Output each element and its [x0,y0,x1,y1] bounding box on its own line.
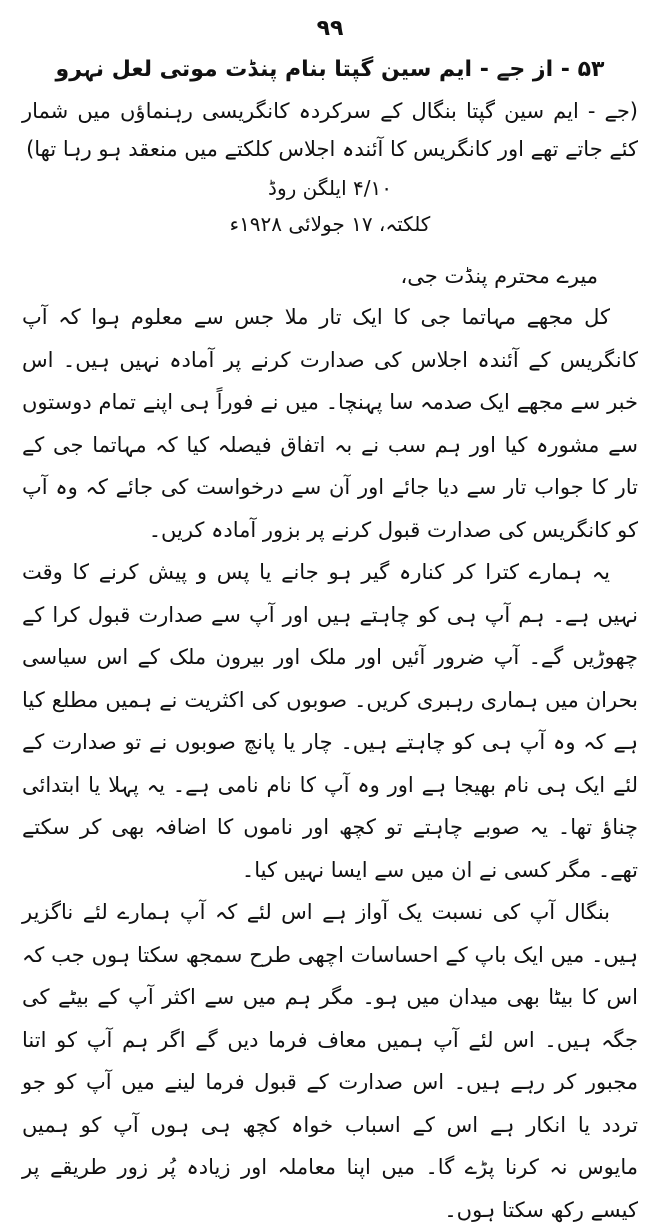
letter-heading: ۵۳ - از جے - ایم سین گپتا بنام پنڈت موتی لعل نہرو [55,57,605,82]
body-paragraph: بنگال آپ کی نسبت یک آواز ہے اس لئے کہ آپ ہمارے لئے ناگزیر ہیں۔ میں ایک باپ کے احساسات اچھی طرح سمجھ سکتا ہوں جب کہ اس کا بیٹا بھی میدان میں ہو۔ مگر ہم میں سے اکثر آپ کے بیٹے کی جگہ ہیں۔ اس لئے آپ ہمیں معاف فرما دیں گے اگر ہم آپ کو اتنا مجبور کر رہے ہیں۔ اس صدارت کے قبول فرما لینے میں آپ کو جو تردد یا انکار ہے اس کے اسباب خواہ کچھ ہی ہوں آپ کو ہمیں مایوس نہ کرنا پڑے گا۔ میں اپنا معاملہ اور زیادہ پُر زور طریقے پر کیسے رکھ سکتا ہوں۔ [22,900,638,1222]
page-number: ۹۹ [316,16,344,41]
body-paragraph: یہ ہمارے کترا کر کنارہ گیر ہو جانے یا پس و پیش کرنے کا وقت نہیں ہے۔ ہم آپ ہی کو چاہتے ہیں اور آپ سے صدارت قبول کرا کے چھوڑیں گے۔ آپ ضرور آئیں اور ملک اور بیرون ملک کے اس سیاسی بحران میں ہماری رہبری کریں۔ صوبوں کی اکثریت نے ہمیں مطلع کیا ہے کہ وہ آپ ہی کو چاہتے ہیں۔ چار یا پانچ صوبوں نے تو صدارت کے لئے ایک ہی نام بھیجا ہے اور وہ آپ کا نام نامی ہے۔ یہ پہلا یا ابتدائی چناؤ تھا۔ یہ صوبے چاہتے تو کچھ اور ناموں کا اضافہ بھی کر سکتے تھے۔ مگر کسی نے ان میں سے ایسا نہیں کیا۔ [22,560,638,882]
body-paragraph: کل مجھے مہاتما جی کا ایک تار ملا جس سے معلوم ہوا کہ آپ کانگریس کے آئندہ اجلاس کی صدارت کرنے پر آمادہ نہیں ہیں۔ اس خبر سے مجھے ایک صدمہ سا پہنچا۔ میں نے فوراً ہی اپنے تمام دوستوں سے مشورہ کیا اور ہم سب نے بہ اتفاق فیصلہ کیا کہ مہاتما جی کے تار کا جواب تار سے دیا جائے اور آن سے درخواست کی جائے کہ وہ آپ کو کانگریس کی صدارت قبول کرنے پر بزور آمادہ کریں۔ [22,305,638,542]
place-and-date: کلکتہ، ۱۷ جولائی ۱۹۲۸ء [229,212,431,236]
salutation: میرے محترم پنڈت جی، [400,264,598,288]
editor-note: (جے - ایم سین گپتا بنگال کے سرکردہ کانگریسی رہنماؤں میں شمار کئے جاتے تھے اور کانگریس کا آئندہ اجلاس کلکتے میں منعقد ہو رہا تھا) [22,99,638,161]
sender-address: ۴/۱۰ ایلگن روڈ [268,176,392,200]
